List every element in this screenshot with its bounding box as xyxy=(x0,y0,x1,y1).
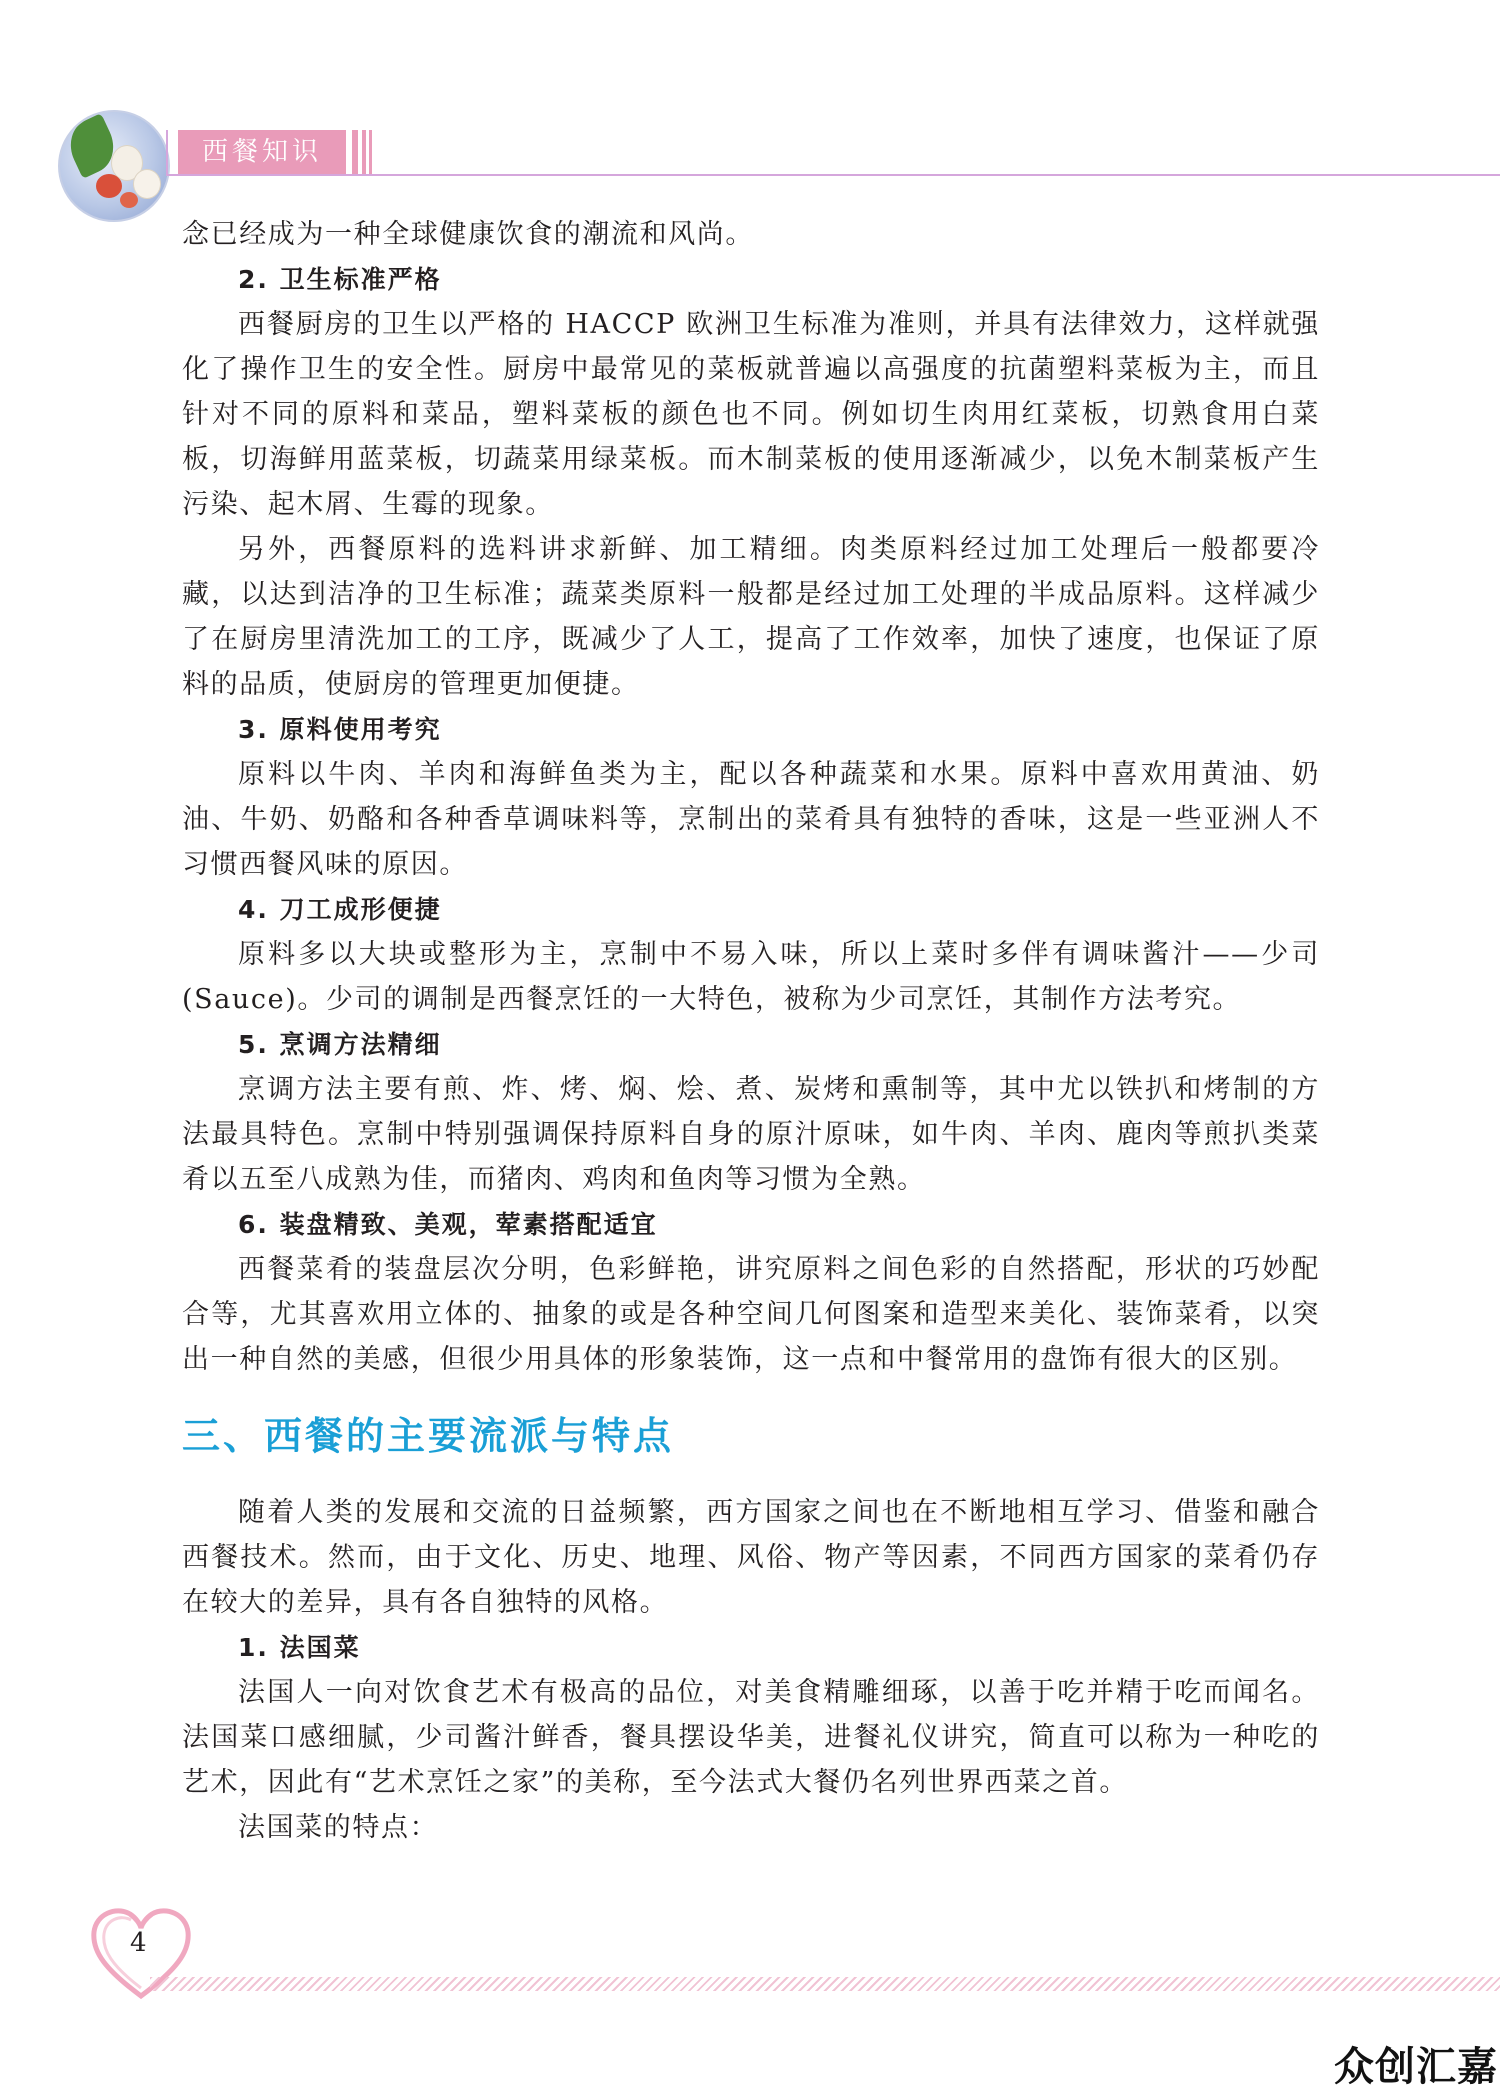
subheading: 3. 原料使用考究 xyxy=(238,715,442,744)
header-section-label: 西餐知识 xyxy=(201,137,322,167)
subheading: 2. 卫生标准严格 xyxy=(238,265,442,294)
page-body xyxy=(182,212,1320,1850)
subheading: 5. 烹调方法精细 xyxy=(238,1030,442,1059)
header-tab-bar xyxy=(352,130,358,174)
header-tab-bar xyxy=(369,130,372,174)
section-title: 三、西餐的主要流派与特点 xyxy=(182,1413,675,1458)
watermark: 众创汇嘉 xyxy=(1334,2044,1498,2090)
paragraph: 随着人类的发展和交流的日益频繁，西方国家之间也在不断地相互学习、借鉴和融合西餐技术。然而，由于文化、历史、地理、风俗、物产等因素，不同西方国家的菜肴仍存在较大的差异，具有各自独特的风格。 xyxy=(182,1497,1320,1618)
footer-stripe-band xyxy=(150,1977,1500,1991)
header-rule xyxy=(166,174,1500,176)
paragraph: 法国菜的特点： xyxy=(238,1812,439,1843)
header-food-plate-image xyxy=(58,110,170,222)
paragraph: 原料多以大块或整形为主，烹制中不易入味，所以上菜时多伴有调味酱汁——少司(Sauce)。少司的调制是西餐烹饪的一大特色，被称为少司烹饪，其制作方法考究。 xyxy=(182,939,1320,1015)
header-section-tab xyxy=(178,130,346,174)
subheading: 1. 法国菜 xyxy=(238,1633,361,1662)
paragraph: 法国人一向对饮食艺术有极高的品位，对美食精雕细琢，以善于吃并精于吃而闻名。法国菜口感细腻，少司酱汁鲜香，餐具摆设华美，进餐礼仪讲究，简直可以称为一种吃的艺术，因此有“艺术烹饪之家”的美称，至今法式大餐仍名列世界西菜之首。 xyxy=(182,1677,1320,1798)
subheading: 4. 刀工成形便捷 xyxy=(238,895,442,924)
paragraph: 烹调方法主要有煎、炸、烤、焖、烩、煮、炭烤和熏制等，其中尤以铁扒和烤制的方法最具特色。烹制中特别强调保持原料自身的原汁原味，如牛肉、羊肉、鹿肉等煎扒类菜肴以五至八成熟为佳，而猪肉、鸡肉和鱼肉等习惯为全熟。 xyxy=(182,1074,1320,1195)
paragraph: 西餐厨房的卫生以严格的 HACCP 欧洲卫生标准为准则，并具有法律效力，这样就强化了操作卫生的安全性。厨房中最常见的菜板就普遍以高强度的抗菌塑料菜板为主，而且针对不同的原料和菜品，塑料菜板的颜色也不同。例如切生肉用红菜板，切熟食用白菜板，切海鲜用蓝菜板，切蔬菜用绿菜板。而木制菜板的使用逐渐减少，以免木制菜板产生污染、起木屑、生霉的现象。 xyxy=(182,309,1320,520)
paragraph: 原料以牛肉、羊肉和海鲜鱼类为主，配以各种蔬菜和水果。原料中喜欢用黄油、奶油、牛奶、奶酪和各种香草调味料等，烹制出的菜肴具有独特的香味，这是一些亚洲人不习惯西餐风味的原因。 xyxy=(182,759,1320,880)
paragraph: 西餐菜肴的装盘层次分明，色彩鲜艳，讲究原料之间色彩的自然搭配，形状的巧妙配合等，尤其喜欢用立体的、抽象的或是各种空间几何图案和造型来美化、装饰菜肴，以突出一种自然的美感，但很少用具体的形象装饰，这一点和中餐常用的盘饰有很大的区别。 xyxy=(182,1254,1320,1375)
page-number: 4 xyxy=(130,1928,147,1958)
subheading: 6. 装盘精致、美观，荤素搭配适宜 xyxy=(238,1210,658,1239)
paragraph: 念已经成为一种全球健康饮食的潮流和风尚。 xyxy=(182,219,754,250)
paragraph: 另外，西餐原料的选料讲求新鲜、加工精细。肉类原料经过加工处理后一般都要冷藏，以达到洁净的卫生标准；蔬菜类原料一般都是经过加工处理的半成品原料。这样减少了在厨房里清洗加工的工序，既减少了人工，提高了工作效率，加快了速度，也保证了原料的品质，使厨房的管理更加便捷。 xyxy=(182,534,1320,700)
header-tab-bar xyxy=(362,130,366,174)
header-rule-left xyxy=(166,130,168,176)
